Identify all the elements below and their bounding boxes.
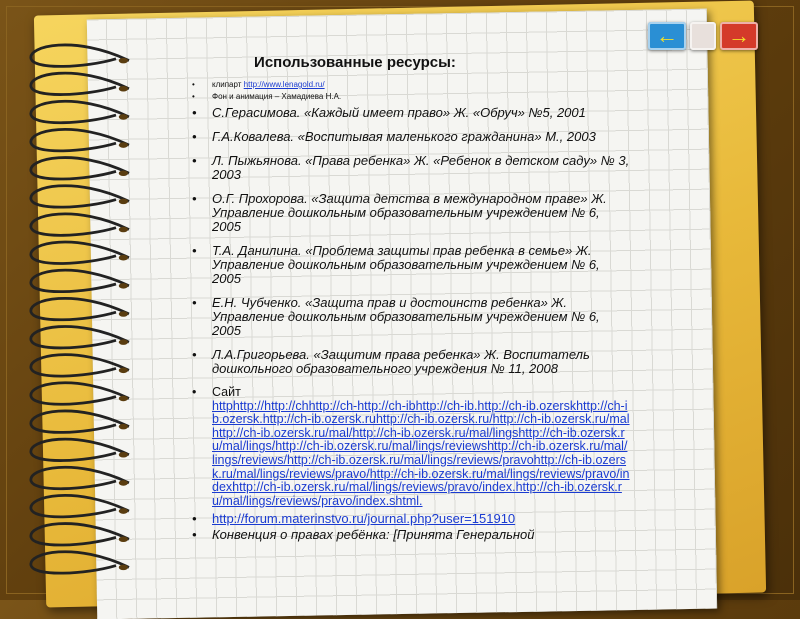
spiral-ring (31, 242, 129, 263)
spiral-ring (31, 298, 129, 319)
spiral-ring (31, 270, 129, 291)
punch-hole (119, 58, 128, 64)
spiral-ring (31, 326, 129, 347)
list-item: • Конвенция о правах ребёнка: [Принята Генеральной (190, 528, 630, 542)
punch-hole (119, 283, 128, 289)
spiral-binding (20, 16, 140, 600)
punch-hole (119, 227, 128, 233)
spiral-ring (31, 186, 129, 207)
punch-hole (119, 508, 128, 514)
left-arrow-icon: ← (656, 23, 678, 48)
site-link[interactable]: httphttp://http://chhttp://ch-http://ch-ibhttp://ch-ib.http://ch-ib.ozerskhttp://ch-ib.ozersk.http://ch-ib.ozersk.ruhttp://ch-ib.ozersk.ru/http://ch-ib.ozersk.ru/malhttp://ch-ib.ozersk.ru/mal/http://ch-ib.ozersk.ru/mal/lingshttp://ch-ib.ozersk.ru/mal/lings/http://ch-ib.ozersk.ru/mal/lings/reviewshttp://ch-ib.ozersk.ru/mal/lings/reviews/http://ch-ib.ozersk.ru/mal/lings/reviews/pravohttp://ch-ib.ozersk.ru/mal/lings/reviews/pravo/http://ch-ib.ozersk.ru/mal/lings/reviews/pravo/indexhttp://ch-ib.ozersk.ru/mal/lings/reviews/pravo/index.http://ch-ib.ozersk.ru/mal/lings/reviews/pravo/index.shtml. (212, 398, 630, 508)
punch-hole (119, 368, 128, 374)
punch-hole (119, 311, 128, 317)
spiral-ring (31, 467, 129, 488)
spiral-ring (31, 439, 129, 460)
spiral-ring (31, 158, 129, 179)
right-arrow-icon: → (728, 23, 750, 48)
punch-hole (119, 565, 128, 571)
punch-hole (119, 396, 128, 402)
punch-hole (119, 480, 128, 486)
list-item: • Фон и анимация – Хамадиева Н.А. (190, 91, 630, 102)
list-item: • клипарт http://www.lenagold.ru/ (190, 79, 630, 90)
spiral-ring (31, 45, 129, 66)
spiral-ring (31, 411, 129, 432)
punch-hole (119, 536, 128, 542)
next-slide-button[interactable] (720, 22, 758, 50)
punch-hole (119, 170, 128, 176)
punch-hole (119, 86, 128, 92)
punch-hole (119, 339, 128, 345)
slide-content (190, 54, 630, 552)
spiral-ring (31, 552, 129, 573)
spiral-ring (31, 383, 129, 404)
spiral-ring (31, 355, 129, 376)
clipart-link[interactable]: http://www.lenagold.ru/ (243, 80, 325, 89)
spiral-ring (31, 73, 129, 94)
nav-spacer (690, 22, 716, 50)
list-item: • Л.А.Григорьева. «Защитим права ребенка» Ж. Воспитатель дошкольного образовательного учреждения № 11, 2008 (190, 348, 630, 376)
spiral-ring (31, 129, 129, 150)
list-item: • О.Г. Прохорова. «Защита детства в международном праве» Ж. Управление дошкольным образовательным учреждением № 6, 2005 (190, 192, 630, 234)
list-item (190, 512, 630, 526)
list-item: • Г.А.Ковалева. «Воспитывая маленького гражданина» М., 2003 (190, 130, 630, 144)
punch-hole (119, 142, 128, 148)
prev-slide-button[interactable] (648, 22, 686, 50)
list-item: • Л. Пыжьянова. «Права ребенка» Ж. «Ребенок в детском саду» № 3, 2003 (190, 154, 630, 182)
punch-hole (119, 114, 128, 120)
spiral-ring (31, 495, 129, 516)
punch-hole (119, 255, 128, 261)
punch-hole (119, 424, 128, 430)
resources-list (190, 79, 630, 542)
page-title: Использованные ресурсы: (254, 54, 456, 71)
spiral-ring (31, 524, 129, 545)
forum-link[interactable]: http://forum.materinstvo.ru/journal.php?user=151910 (212, 511, 516, 527)
list-item: • Е.Н. Чубченко. «Защита прав и достоинств ребенка» Ж. Управление дошкольным образовательным учреждением № 6, 2005 (190, 296, 630, 338)
list-item-site: • Сайт httphttp://http://chhttp://ch-http://ch-ibhttp://ch-ib.http://ch-ib.ozerskhttp://ch-ib.ozersk.http://ch-ib.ozersk.ruhttp://ch-ib.ozersk.ru/http://ch-ib.ozersk.ru/malhttp://ch-ib.ozersk.ru/mal/http://ch-ib.ozersk.ru/mal/lingshttp://ch-ib.ozersk.ru/mal/lings/http://ch-ib.ozersk.ru/mal/lings/reviewshttp://ch-ib.ozersk.ru/mal/lings/reviews/http://ch-ib.ozersk.ru/mal/lings/reviews/pravohttp://ch-ib.ozersk.ru/mal/lings/reviews/pravo/http://ch-ib.ozersk.ru/mal/lings/reviews/pravo/indexhttp://ch-ib.ozersk.ru/mal/lings/reviews/pravo/index.http://ch-ib.ozersk.ru/mal/lings/reviews/pravo/index.shtml. (190, 386, 630, 508)
spiral-ring (31, 101, 129, 122)
punch-hole (119, 199, 128, 205)
punch-hole (119, 452, 128, 458)
list-item: • Т.А. Данилина. «Проблема защиты прав ребенка в семье» Ж. Управление дошкольным образовательным учреждением № 6, 2005 (190, 244, 630, 286)
list-item: • С.Герасимова. «Каждый имеет право» Ж. «Обруч» №5, 2001 (190, 106, 630, 120)
spiral-ring (31, 214, 129, 235)
nav-buttons (648, 22, 758, 50)
